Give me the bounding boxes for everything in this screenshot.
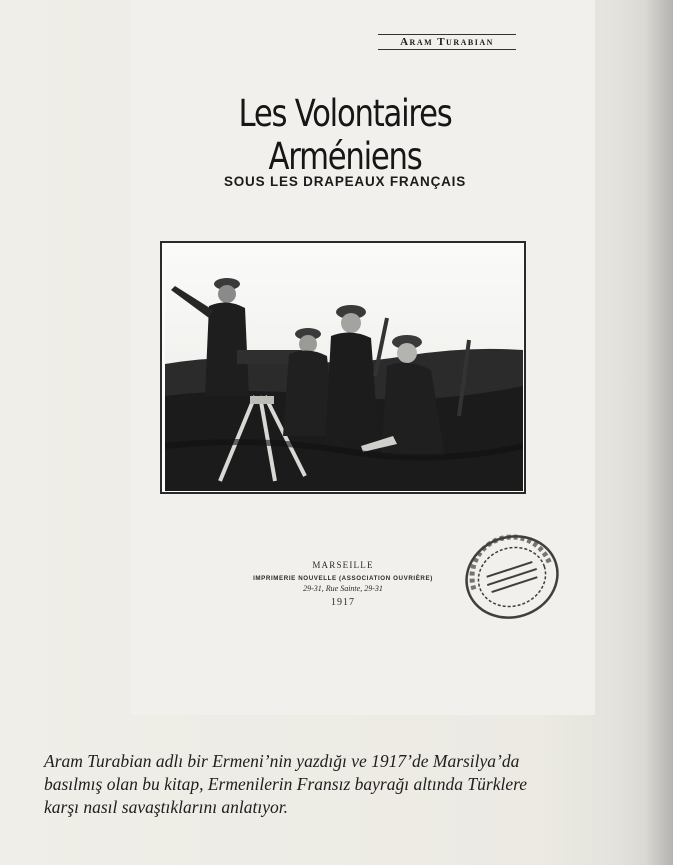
cover-photo	[160, 241, 526, 494]
cover-imprint	[250, 560, 436, 608]
imprint-printer: IMPRIMERIE NOUVELLE (ASSOCIATION OUVRIÈRE)	[253, 575, 433, 582]
imprint-city: MARSEILLE	[312, 560, 374, 570]
photo-caption	[44, 750, 644, 819]
imprint-year: 1917	[331, 597, 355, 608]
spine-shadow	[645, 0, 673, 865]
caption-line: basılmış olan bu kitap, Ermenilerin Fransız bayrağı altında Türklere	[44, 774, 528, 794]
caption-line: karşı nasıl savaştıklarını anlatıyor.	[44, 797, 289, 817]
cover-subtitle: SOUS LES DRAPEAUX FRANÇAIS	[223, 174, 467, 189]
imprint-street: 29-31, Rue Sainte, 29-31	[303, 584, 383, 593]
caption-line: Aram Turabian adlı bir Ermeni’nin yazdığı ve 1917’de Marsilya’da	[44, 751, 520, 771]
soldiers-photo-icon	[165, 246, 523, 491]
library-stamp-icon	[456, 527, 568, 627]
cover-title: Les Volontaires Arméniens	[238, 92, 452, 178]
cover-author: Aram Turabian	[378, 34, 516, 50]
